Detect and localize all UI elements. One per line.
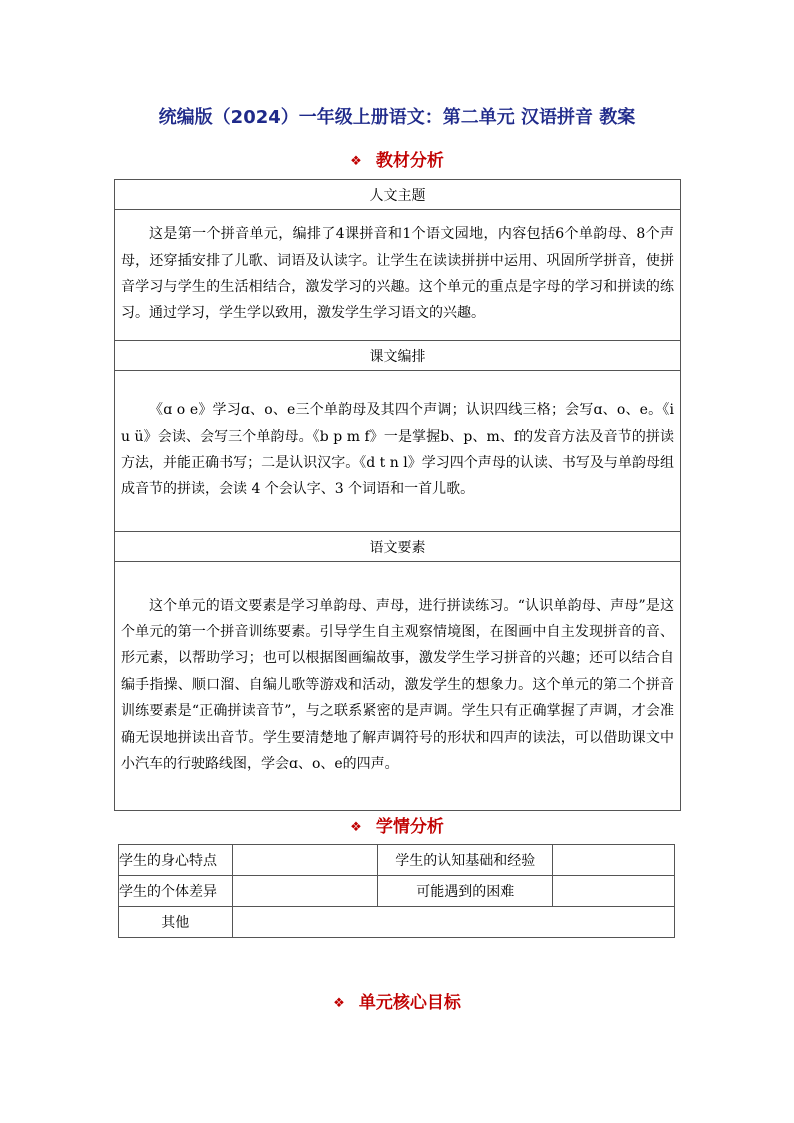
block-text-theme: 这是第一个拼音单元，编排了4课拼音和1个语文园地，内容包括6个单韵母、8个声母，还穿插安排了儿歌、词语及认读字。让学生在读读拼拼中运用、巩固所学拼音，使拼音学习与学生的生活相结合，激发学习的兴趣。这个单元的重点是字母的学习和拼读的练习。通过学习，学生学以致用，激发学生学习语文的兴趣。 [115, 210, 681, 341]
diamond-bullet-icon: ❖ [350, 154, 362, 169]
learner-table [118, 844, 675, 938]
input-cell-cognitive-basis[interactable] [553, 845, 675, 876]
label-individual-differences: 学生的个体差异 [119, 876, 233, 907]
label-other: 其他 [119, 907, 233, 938]
input-cell-physical-mental[interactable] [232, 845, 377, 876]
table-row [119, 876, 675, 907]
block-text-elements: 这个单元的语文要素是学习单韵母、声母，进行拼读练习。“认识单韵母、声母”是这个单元的第一个拼音训练要素。引导学生自主观察情境图，在图画中自主发现拼音的音、形元素，以帮助学习；也可以根据图画编故事，激发学生学习拼音的兴趣；还可以结合自编手指操、顺口溜、自编儿歌等游戏和活动，激发学生的想象力。这个单元的第二个拼音训练要素是“正确拼读音节”，与之联系紧密的是声调。学生只有正确掌握了声调，才会准确无误地拼读出音节。学生要清楚地了解声调符号的形状和四声的读法，可以借助课文中小汽车的行驶路线图，学会ɑ、o、e的四声。 [115, 562, 681, 811]
input-cell-possible-difficulties[interactable] [553, 876, 675, 907]
input-cell-other[interactable] [232, 907, 674, 938]
section-heading-text: 学情分析 [375, 817, 444, 837]
label-physical-mental: 学生的身心特点 [119, 845, 233, 876]
input-cell-individual-differences[interactable] [232, 876, 377, 907]
analysis-table [114, 179, 681, 811]
section-heading-learner [0, 816, 794, 840]
section-heading-analysis [0, 150, 794, 174]
block-header-arrangement: 课文编排 [115, 341, 681, 371]
diamond-bullet-icon: ❖ [333, 996, 345, 1011]
document-title: 统编版（2024）一年级上册语文：第二单元 汉语拼音 教案 [158, 107, 636, 128]
label-possible-difficulties: 可能遇到的困难 [378, 876, 553, 907]
section-heading-text: 教材分析 [375, 151, 444, 171]
table-row [119, 845, 675, 876]
block-header-theme: 人文主题 [115, 180, 681, 210]
section-heading-goals [0, 992, 794, 1016]
section-heading-text: 单元核心目标 [358, 993, 461, 1013]
table-row [119, 907, 675, 938]
block-text-arrangement: 《ɑ o e》学习ɑ、o、e三个单韵母及其四个声调；认识四线三格；会写ɑ、o、e。《i u ü》会读、会写三个单韵母。《b p m f》一是掌握b、p、m、f的发音方法及音节的拼读方法，并能正确书写；二是认识汉字。《d t n l》学习四个声母的认读、书写及与单韵母组成音节的拼读，会读 4 个会认字、3 个词语和一首儿歌。 [115, 371, 681, 532]
diamond-bullet-icon: ❖ [350, 820, 362, 835]
block-header-elements: 语文要素 [115, 532, 681, 562]
label-cognitive-basis: 学生的认知基础和经验 [378, 845, 553, 876]
